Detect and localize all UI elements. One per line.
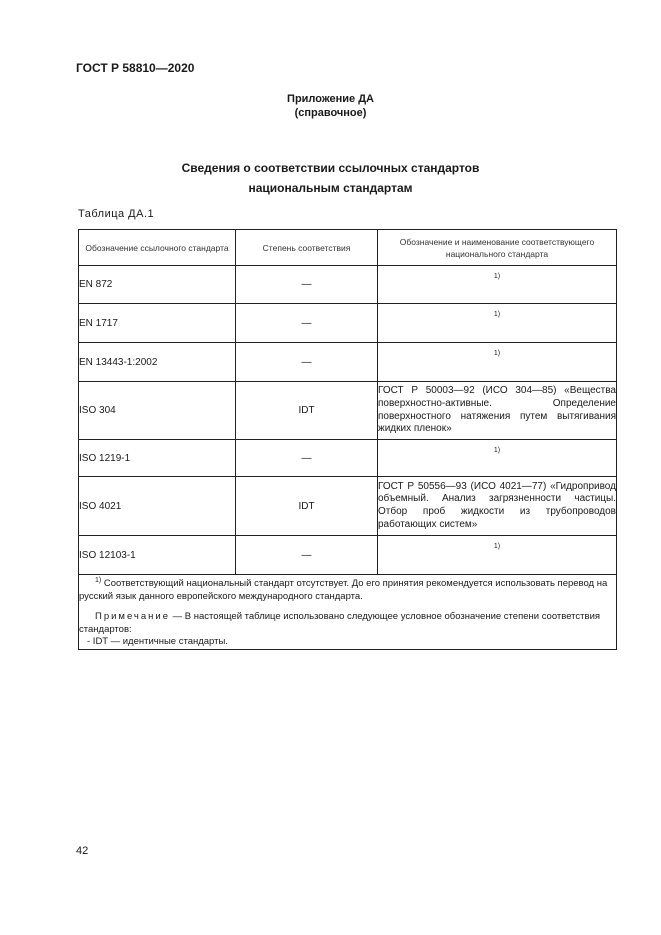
note [79,611,616,636]
cell-degree: — [236,536,378,575]
footnote-mark: 1) [493,543,501,550]
cell-degree: — [236,440,378,477]
table-notes-row [79,575,617,650]
cell-reference: ISO 304 [79,382,236,440]
footnote-mark: 1) [493,447,501,454]
cell-national [378,304,617,343]
heading-line-1: Сведения о соответствии ссылочных стандартов [181,161,480,175]
cell-degree: IDT [236,382,378,440]
appendix-title: Приложение ДА [287,93,374,105]
cell-reference: EN 13443-1:2002 [79,343,236,382]
cell-reference: ISO 12103-1 [79,536,236,575]
cell-reference: ISO 1219-1 [79,440,236,477]
header-degree: Степень соответствия [236,230,378,266]
footnote-mark: 1) [493,311,501,318]
cell-degree: — [236,343,378,382]
table-row [79,382,617,440]
table-notes [79,575,617,650]
table-header-row [79,230,617,266]
cell-national: ГОСТ Р 50003—92 (ИСО 304—85) «Вещества поверхностно-активные. Определение поверхностного натяжения путем вытягивания жидких пленок» [378,382,617,440]
note-lead: Примечание [95,611,170,623]
cell-degree: — [236,304,378,343]
table-label: Таблица ДА.1 [78,208,155,220]
cell-national [378,343,617,382]
cell-degree: IDT [236,477,378,536]
cell-reference: ISO 4021 [79,477,236,536]
table-row [79,304,617,343]
page-number: 42 [76,845,89,857]
table-row [79,536,617,575]
cell-reference: EN 1717 [79,304,236,343]
table-row [79,266,617,304]
footnote [79,575,616,603]
cell-reference: EN 872 [79,266,236,304]
footnote-text: Соответствующий национальный стандарт отсутствует. До его принятия рекомендуется использовать перевод на русский язык данного европейского международного стандарта. [79,578,608,602]
heading-line-2: национальным стандартам [248,181,413,195]
note-item: - IDT — идентичные стандарты. [87,636,228,648]
footnote-mark: 1) [493,350,501,357]
cell-national [378,536,617,575]
footnote-mark: 1) [95,577,102,584]
table-row [79,440,617,477]
correspondence-table [78,229,617,650]
cell-national: ГОСТ Р 50556—93 (ИСО 4021—77) «Гидропривод объемный. Анализ загрязненности частицы. Отбор проб жидкости из трубопроводов работающих систем» [378,477,617,536]
cell-national [378,440,617,477]
table-row [79,343,617,382]
cell-national [378,266,617,304]
table-row [79,477,617,536]
footnote-mark: 1) [493,273,501,280]
header-reference-standard: Обозначение ссылочного стандарта [79,230,236,266]
header-national-standard: Обозначение и наименование соответствующего национального стандарта [378,230,617,266]
cell-degree: — [236,266,378,304]
note-text: — В настоящей таблице использовано следующее условное обозначение степени соответствия стандартов: [79,611,601,635]
appendix-type: (справочное) [294,107,367,119]
standard-code: ГОСТ Р 58810—2020 [76,61,195,75]
